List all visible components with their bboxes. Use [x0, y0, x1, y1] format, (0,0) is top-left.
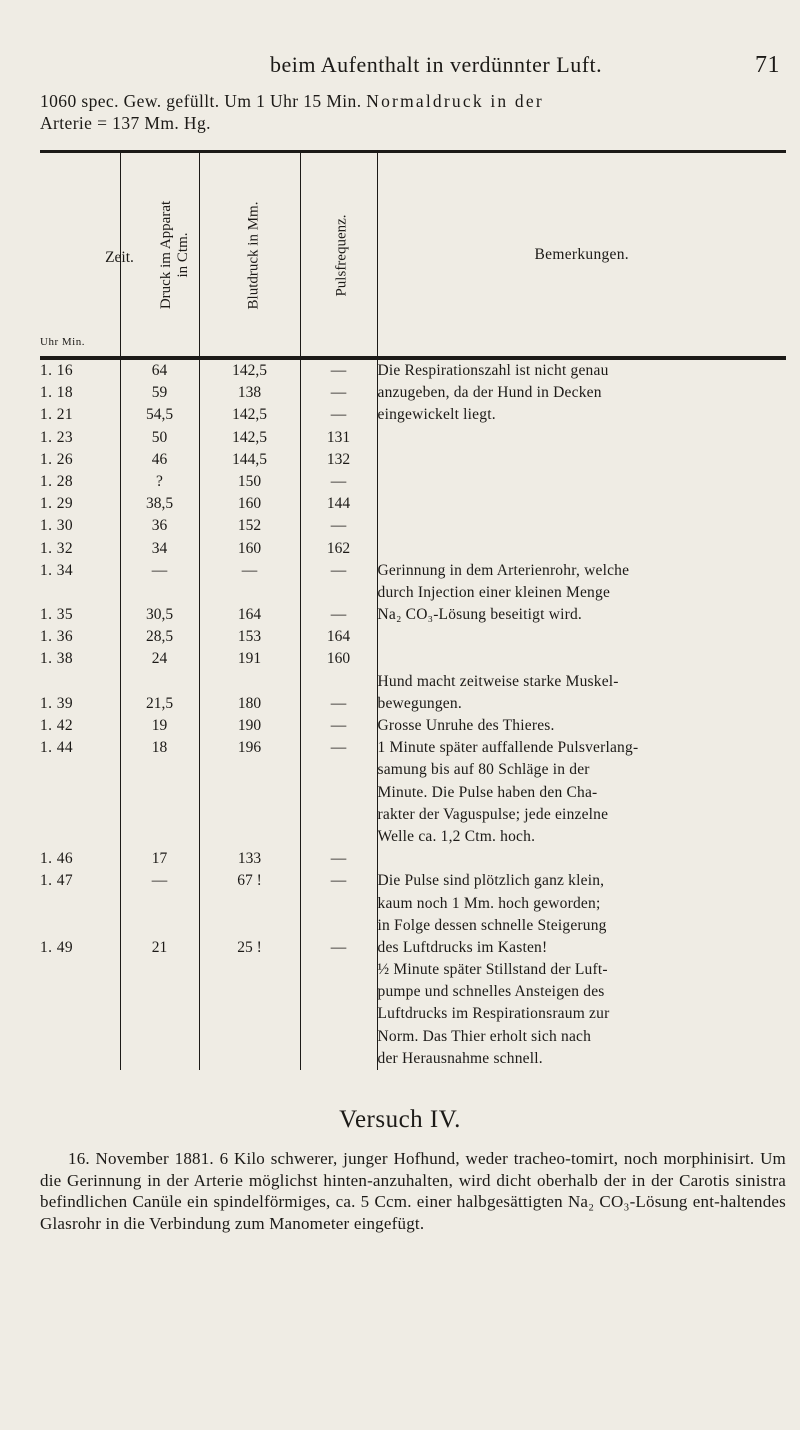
table-cell-blut	[200, 782, 300, 804]
header-bemerkungen-label: Bemerkungen.	[534, 245, 629, 263]
table-cell-druck: 59	[151, 384, 168, 402]
remark-line	[378, 848, 787, 870]
table-cell-puls	[301, 804, 377, 826]
remark-line	[378, 427, 787, 449]
table-cell-druck	[121, 759, 199, 781]
header-puls-label: Pulsfrequenz.	[333, 213, 350, 297]
table-cell-blut: 150	[237, 472, 262, 490]
page-number: 71	[755, 52, 780, 78]
table-cell-druck	[121, 782, 199, 804]
remark-line: bewegungen.	[377, 694, 462, 712]
remark-line: Welle ca. 1,2 Ctm. hoch.	[377, 827, 536, 845]
remark-line	[378, 493, 787, 515]
table-cell-puls: —	[330, 850, 347, 868]
table-cell-puls: —	[330, 739, 347, 757]
table-cell-blut: 142,5	[232, 362, 267, 379]
table-cell-zeit: 1. 46	[40, 850, 73, 868]
remark-line: Minute. Die Pulse haben den Cha-	[377, 783, 598, 801]
table-cell-blut: 190	[237, 717, 262, 734]
table-cell-zeit: 1. 36	[40, 628, 73, 646]
remark-line: 1 Minute später auffallende Pulsverlang-	[377, 739, 639, 757]
table-cell-zeit: 1. 44	[40, 739, 73, 757]
table-cell-blut: 142,5	[232, 406, 267, 424]
table-cell-blut: 133	[237, 850, 262, 868]
column-druck	[120, 358, 199, 1070]
table-cell-blut	[200, 671, 300, 693]
table-cell-zeit: 1. 21	[40, 406, 73, 424]
header-druck	[120, 152, 199, 359]
table-cell-puls: —	[330, 606, 347, 624]
table-cell-zeit: 1. 47	[40, 872, 73, 890]
table-cell-zeit	[40, 782, 120, 804]
table-cell-druck	[121, 671, 199, 693]
table-cell-zeit: 1. 28	[40, 472, 73, 490]
header-druck-unit: in Ctm.	[174, 232, 191, 278]
table-cell-druck: 36	[151, 517, 168, 535]
measurement-table	[40, 150, 786, 1070]
table-cell-druck: 21	[151, 938, 168, 956]
table-cell-zeit: 1. 38	[40, 650, 73, 668]
table-cell-puls	[301, 782, 377, 804]
table-cell-blut: 160	[237, 539, 262, 557]
table-cell-druck: 19	[151, 717, 168, 734]
table-cell-zeit	[40, 893, 120, 915]
table-cell-blut	[200, 759, 300, 781]
table-cell-zeit: 1. 29	[40, 495, 73, 513]
remark-line: der Herausnahme schnell.	[377, 1049, 543, 1067]
table-cell-druck: 54,5	[145, 406, 174, 424]
table-cell-zeit: 1. 26	[40, 450, 73, 468]
remark-line	[378, 471, 787, 493]
table-cell-puls	[301, 759, 377, 781]
table-cell-blut: 180	[237, 694, 262, 712]
table-cell-blut: 160	[237, 495, 262, 513]
table-cell-blut	[200, 826, 300, 848]
section-title: Versuch IV.	[339, 1106, 461, 1133]
table-cell-druck: 30,5	[145, 606, 174, 624]
table-cell-blut: 25 !	[237, 938, 262, 956]
table-cell-puls: 164	[326, 628, 351, 646]
remark-line	[378, 449, 787, 471]
table-cell-druck: 28,5	[145, 628, 174, 646]
table-cell-puls: —	[330, 717, 347, 734]
remark-line: Die Pulse sind plötzlich ganz klein,	[377, 872, 605, 890]
table-cell-zeit: 1. 35	[40, 606, 73, 624]
table-cell-zeit: 1. 32	[40, 539, 73, 557]
remark-line: Hund macht zeitweise starke Muskel-	[377, 672, 619, 690]
table-cell-blut: 144,5	[232, 450, 267, 468]
table-cell-blut: 138	[237, 384, 262, 402]
header-puls	[300, 152, 377, 359]
remark-line: in Folge dessen schnelle Steigerung	[377, 916, 607, 934]
remark-line	[378, 626, 787, 648]
table-cell-blut	[200, 915, 300, 937]
header-blutdruck	[199, 152, 300, 359]
intro-line-2: Arterie = 137 Mm. Hg.	[40, 113, 211, 133]
table-cell-puls	[301, 671, 377, 693]
table-cell-druck: 18	[151, 739, 168, 757]
intro-line-1-start: 1060 spec. Gew. gefüllt. Um 1 Uhr 15 Min.	[40, 91, 362, 111]
table-cell-puls	[301, 582, 377, 604]
table-cell-zeit: 1. 30	[40, 517, 73, 535]
table-cell-puls: —	[330, 406, 347, 424]
table-cell-zeit	[40, 582, 120, 604]
table-cell-puls: 144	[326, 495, 351, 513]
table-cell-druck	[121, 804, 199, 826]
table-cell-blut	[200, 893, 300, 915]
remark-line: ½ Minute später Stillstand der Luft-	[377, 961, 608, 979]
table-cell-puls: —	[330, 362, 347, 379]
section-paragraph-text: 16. November 1881. 6 Kilo schwerer, junger Hofhund, weder tracheo-tomirt, noch morphinisirt. Um die Gerinnung in der Arterie möglichst hinten-anzuhalten, wird dicht oberhalb der in der Carotis sinistra befindlichen Canüle ein spindelförmiges, ca. 5 Ccm. einer halbgesättigten Na₂ CO₃-Lösung ent-haltendes Glasrohr in die Verbindung zum Manometer eingefügt.	[40, 1149, 786, 1233]
table-cell-druck	[121, 826, 199, 848]
table-cell-druck	[121, 915, 199, 937]
remark-line	[378, 515, 787, 537]
header-zeit	[40, 152, 134, 359]
table-cell-zeit	[40, 759, 120, 781]
remark-line: Luftdrucks im Respirationsraum zur	[377, 1005, 610, 1023]
table-cell-puls: 132	[326, 450, 351, 468]
table-cell-blut: 153	[237, 628, 262, 646]
remark-line: anzugeben, da der Hund in Decken	[377, 384, 602, 402]
table-cell-blut: 152	[237, 517, 262, 535]
table-cell-druck: —	[151, 561, 168, 579]
header-druck-text: Druck im Apparat	[157, 200, 174, 309]
remark-line: Die Respirationszahl ist nicht genau	[377, 362, 609, 379]
table-cell-blut: 142,5	[232, 428, 267, 446]
table-cell-zeit: 1. 23	[40, 428, 73, 446]
remark-line: Grosse Unruhe des Thieres.	[377, 717, 555, 734]
remark-line	[378, 648, 787, 670]
table-cell-druck: 64	[151, 362, 168, 379]
header-blutdruck-label: Blutdruck in Mm.	[244, 201, 261, 309]
table-cell-druck: 50	[151, 428, 168, 446]
column-blutdruck	[199, 358, 300, 1070]
table-cell-blut: 67 !	[237, 872, 262, 890]
table-cell-druck: 17	[151, 850, 168, 868]
table-body-row	[40, 358, 786, 1070]
remark-line: pumpe und schnelles Ansteigen des	[377, 983, 605, 1001]
remark-line	[378, 538, 787, 560]
table-cell-puls	[301, 826, 377, 848]
table-cell-puls: —	[330, 872, 347, 890]
table-cell-zeit: 1. 18	[40, 384, 73, 402]
table-cell-druck	[121, 893, 199, 915]
remark-line: Gerinnung in dem Arterienrohr, welche	[377, 561, 630, 579]
header-bemerkungen	[377, 152, 786, 359]
table-cell-puls: 160	[326, 650, 351, 668]
remark-line: Norm. Das Thier erholt sich nach	[377, 1027, 592, 1045]
table-cell-blut: 191	[237, 650, 262, 668]
column-puls	[300, 358, 377, 1070]
table-cell-blut	[200, 582, 300, 604]
running-title: beim Aufenthalt in verdünnter Luft.	[270, 52, 603, 77]
section-paragraph	[40, 1148, 786, 1234]
table-cell-zeit	[40, 804, 120, 826]
column-bemerkungen	[377, 358, 786, 1070]
table-cell-puls: —	[330, 472, 347, 490]
table-cell-druck: 21,5	[145, 694, 174, 712]
table-cell-druck: 24	[151, 650, 168, 668]
table-cell-druck	[121, 582, 199, 604]
table-cell-puls: —	[330, 384, 347, 402]
intro-line-1-spaced: Normaldruck in der	[366, 91, 544, 111]
remark-line: eingewickelt liegt.	[377, 406, 496, 424]
remark-line: des Luftdrucks im Kasten!	[377, 938, 548, 956]
column-zeit	[40, 358, 120, 1070]
remark-line: rakter der Vaguspulse; jede einzelne	[377, 805, 609, 823]
table-cell-zeit	[40, 826, 120, 848]
table-cell-druck: 46	[151, 450, 168, 468]
remark-line: durch Injection einer kleinen Menge	[377, 583, 611, 601]
table-cell-zeit: 1. 39	[40, 694, 73, 712]
remark-line: kaum noch 1 Mm. hoch geworden;	[377, 894, 601, 912]
table-cell-blut: 164	[237, 606, 262, 624]
table-cell-druck: ?	[156, 472, 163, 490]
table-cell-zeit	[40, 915, 120, 937]
table-cell-puls	[301, 915, 377, 937]
table-cell-druck: 38,5	[145, 495, 174, 513]
header-zeit-unit: Uhr Min.	[40, 336, 85, 348]
table-cell-druck: 34	[151, 539, 168, 557]
table-cell-druck: —	[151, 872, 168, 890]
intro-line-1	[40, 90, 780, 112]
table-header-row	[40, 152, 786, 359]
header-zeit-label: Zeit.	[105, 249, 134, 266]
table-cell-zeit: 1. 49	[40, 938, 73, 956]
table-cell-zeit	[40, 671, 120, 693]
table-cell-zeit: 1. 42	[40, 717, 73, 734]
table-cell-puls	[301, 893, 377, 915]
intro-text	[40, 90, 780, 134]
header-druck-label	[158, 200, 192, 308]
table-cell-puls: 131	[326, 428, 351, 446]
table-cell-blut: —	[241, 561, 258, 579]
table-cell-puls: —	[330, 561, 347, 579]
table-cell-zeit: 1. 34	[40, 561, 73, 579]
table-cell-blut: 196	[237, 739, 262, 757]
table-cell-blut	[200, 804, 300, 826]
remark-line: Na₂ CO₃-Lösung beseitigt wird.	[377, 606, 583, 624]
table-cell-puls: 162	[326, 539, 351, 557]
table-cell-puls: —	[330, 938, 347, 956]
table-cell-puls: —	[330, 694, 347, 712]
remark-line: samung bis auf 80 Schläge in der	[377, 761, 590, 779]
table-cell-zeit: 1. 16	[40, 362, 73, 379]
table-cell-puls: —	[330, 517, 347, 535]
